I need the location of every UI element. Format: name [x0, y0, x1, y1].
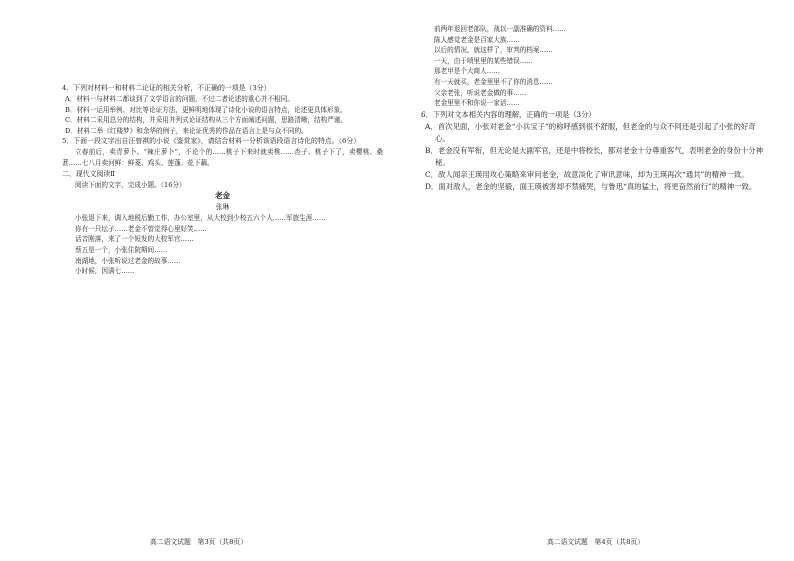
story-paragraph: 小时候，因满七…… — [75, 267, 135, 276]
q6-option-d: D．面对敌人，老金的坚毅，面王瑛被害却不禁痛哭，与鲁迅“真的猛士，将更奋然前行”的精神一致。 — [425, 181, 757, 191]
story-paragraph: 南湖地，小张听说过老金的故事…… — [75, 256, 181, 265]
story-paragraph: 以后的情况，就这样了，审判的档案…… — [434, 46, 553, 55]
q6-stem: 6．下列对文本相关内容的理解，正确的一项是（3分） — [421, 109, 596, 119]
story-paragraph: 一天，由于喷里里的某些错误…… — [434, 56, 533, 65]
story-paragraph: 老金里里不和你说一家话…… — [434, 99, 520, 108]
story-paragraph: 话音刚落，来了一个短发的大校军官…… — [75, 235, 194, 244]
story-paragraph: 陈人感觉老金是百家大族…… — [434, 35, 520, 44]
q4-stem: 4．下列对材料一和材料二论证的相关分析，不正确的一项是（3分） — [62, 84, 271, 92]
story-paragraph: 那老甲是个大商人…… — [434, 67, 500, 76]
q6-option-c: C．敌人闻亲王瑛用攻心策略来审问老金，故意淡化了审讯意味，却为王瑛再次“通共”的精神一致。 — [425, 169, 749, 179]
story-paragraph: 父亲老张，听说老金做的事…… — [434, 88, 527, 97]
q4-option-c: C．材料二采用总分的结构，并采用并列式论证结构从三个方面阐述问题，思路清晰，结构严谨。 — [65, 116, 347, 125]
q6-option-a: A．首次见面，小张对老金“小兵宝子”的称呼感到很不舒服，但老金的与众不同还是引起了小张的好奇心。 — [425, 121, 756, 143]
q4-option-a: A．材料一与材料二都谈到了文学语言的问题，不过二者论述的重心并不相同。 — [65, 95, 294, 103]
right-page — [397, 0, 794, 561]
page-footer-left: 高二语文试题 第3页（共8页） — [149, 538, 247, 546]
story-paragraph: 前两年退回老部队，战以一副准确的资料…… — [434, 25, 566, 33]
section-instruction: 阅读下面的文字，完成小题。（16分） — [75, 180, 186, 189]
q5-passage: 立春前后，卖青萝卜。“辣庄萝卜”，不论个的……桃子下来时就卖桃……杏子、桃子下了，卖樱桃、桑葚……七八月卖河鲜：鲜菱、鸡头、莲蓬、花下藕。 — [62, 148, 383, 167]
q6-option-b: B．老金没有军衔，但无论是大副军官，还是中将校长，都对老金十分尊重客气，表明老金的身份十分神秘。 — [425, 145, 764, 167]
story-paragraph: 有一天就买，老金里里不了你的消息…… — [434, 77, 553, 86]
q4-option-d: D．材料二举《红楼梦》和余华的例子，来论证优秀的作品在语言上是与众不同的。 — [65, 126, 308, 135]
section-title: 二、现代文阅读Ⅱ — [62, 169, 115, 178]
page-footer-right: 高二语文试题 第4页（共8页） — [546, 538, 644, 546]
story-title: 老金 — [215, 191, 230, 201]
story-paragraph: 你有一只坛子……老金不曾觉得心里好笑…… — [75, 224, 207, 233]
story-author: 张琳 — [215, 203, 230, 212]
story-paragraph: 蔡五是一个，小张住院期间…… — [75, 245, 168, 254]
q4-option-b: B．材料一运用举例、对比等论证方法，更鲜明地体现了诗化小说的语言特点，论述更具体形象。 — [65, 105, 347, 114]
q5-stem: 5．下面一段文字出自汪曾祺的小说《鉴赏家》，请结合材料一分析该语段语言诗化的特点。（6分） — [62, 137, 361, 146]
story-paragraph: 小张退下来，调入地税后勤工作，办公室里，从大校到少校五六个人……军旅生涯…… — [75, 214, 326, 223]
